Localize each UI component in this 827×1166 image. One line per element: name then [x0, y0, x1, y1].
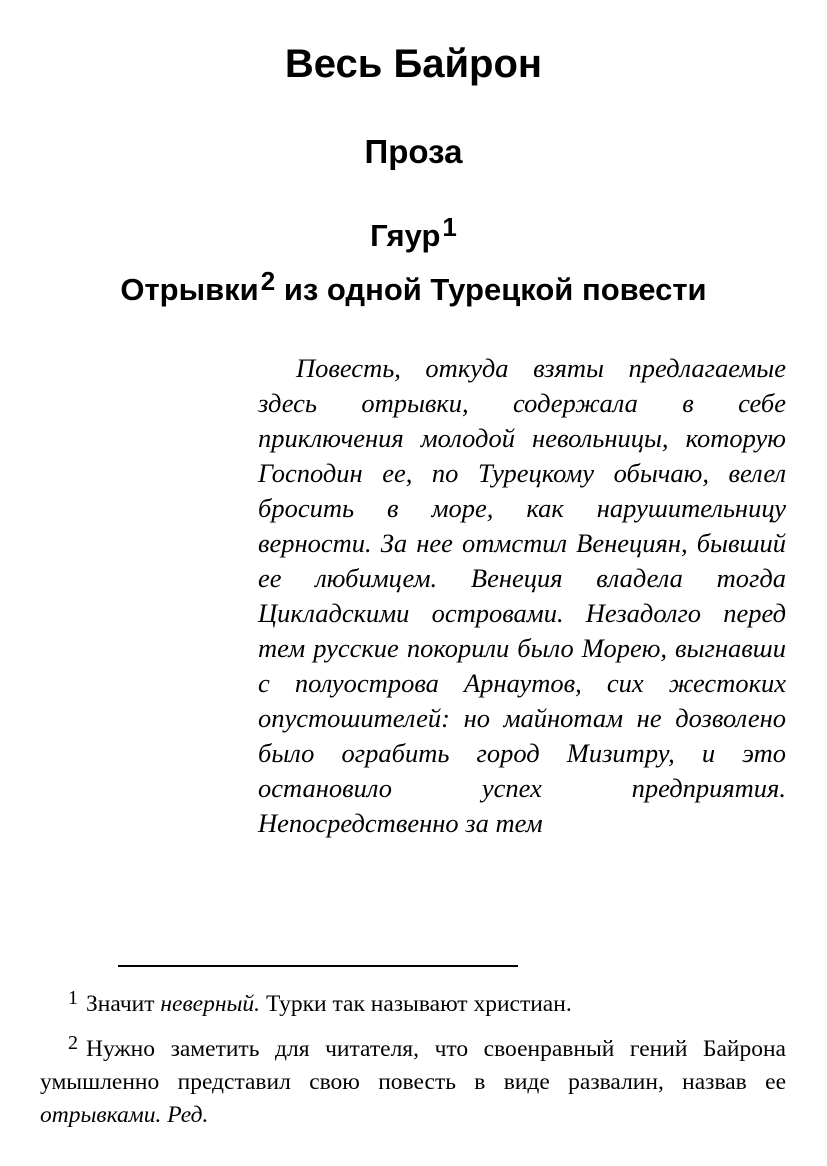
epigraph-paragraph: Повесть, откуда взяты предлагаемые здесь отрывки, содержала в себе приключения молодой невольницы, которую Господин ее, по Турецкому обычаю, велел бросить в море, как нарушительницу верности. За нее отмстил Венециян, бывший ее любимцем. Венеция владела тогда Цикладскими островами. Незадолго перед тем русские покорили было Морею, выгнавши с полуострова Арнаутов, сих жестоких опустошителей: но майнотам не дозволено было ограбить город Мизитру, и это остановило успех предприятия. Непосредственно за тем [258, 353, 786, 838]
footnote-2-italic: отрывками. Ред. [40, 1102, 209, 1128]
work-subtitle-end: из одной Турецкой повести [275, 272, 707, 307]
footnote-1 [40, 988, 786, 1021]
footnote-2 [40, 1033, 786, 1132]
footnote-ref-2[interactable]: 2 [260, 266, 276, 296]
footnote-1-text-before: Значит [86, 991, 161, 1017]
footnote-2-text-before: Нужно заметить для читателя, что своенравный гений Байрона умышленно представил свою повесть в виде развалин, назвав ее [40, 1036, 786, 1095]
footnote-divider [118, 965, 518, 967]
section-title: Проза [364, 133, 463, 170]
book-title: Весь Байрон [284, 42, 543, 86]
footnote-1-mark: 1 [68, 987, 78, 1009]
work-title-text: Гяур [370, 218, 441, 253]
footnote-ref-1[interactable]: 1 [442, 212, 457, 242]
work-subtitle-start: Отрывки [120, 272, 259, 307]
work-subtitle [0, 266, 827, 308]
footnote-1-text-after: Турки так называют христиан. [260, 991, 572, 1017]
footnote-1-italic: неверный. [160, 991, 261, 1017]
footnote-2-mark: 2 [68, 1032, 78, 1054]
work-title [0, 212, 827, 254]
